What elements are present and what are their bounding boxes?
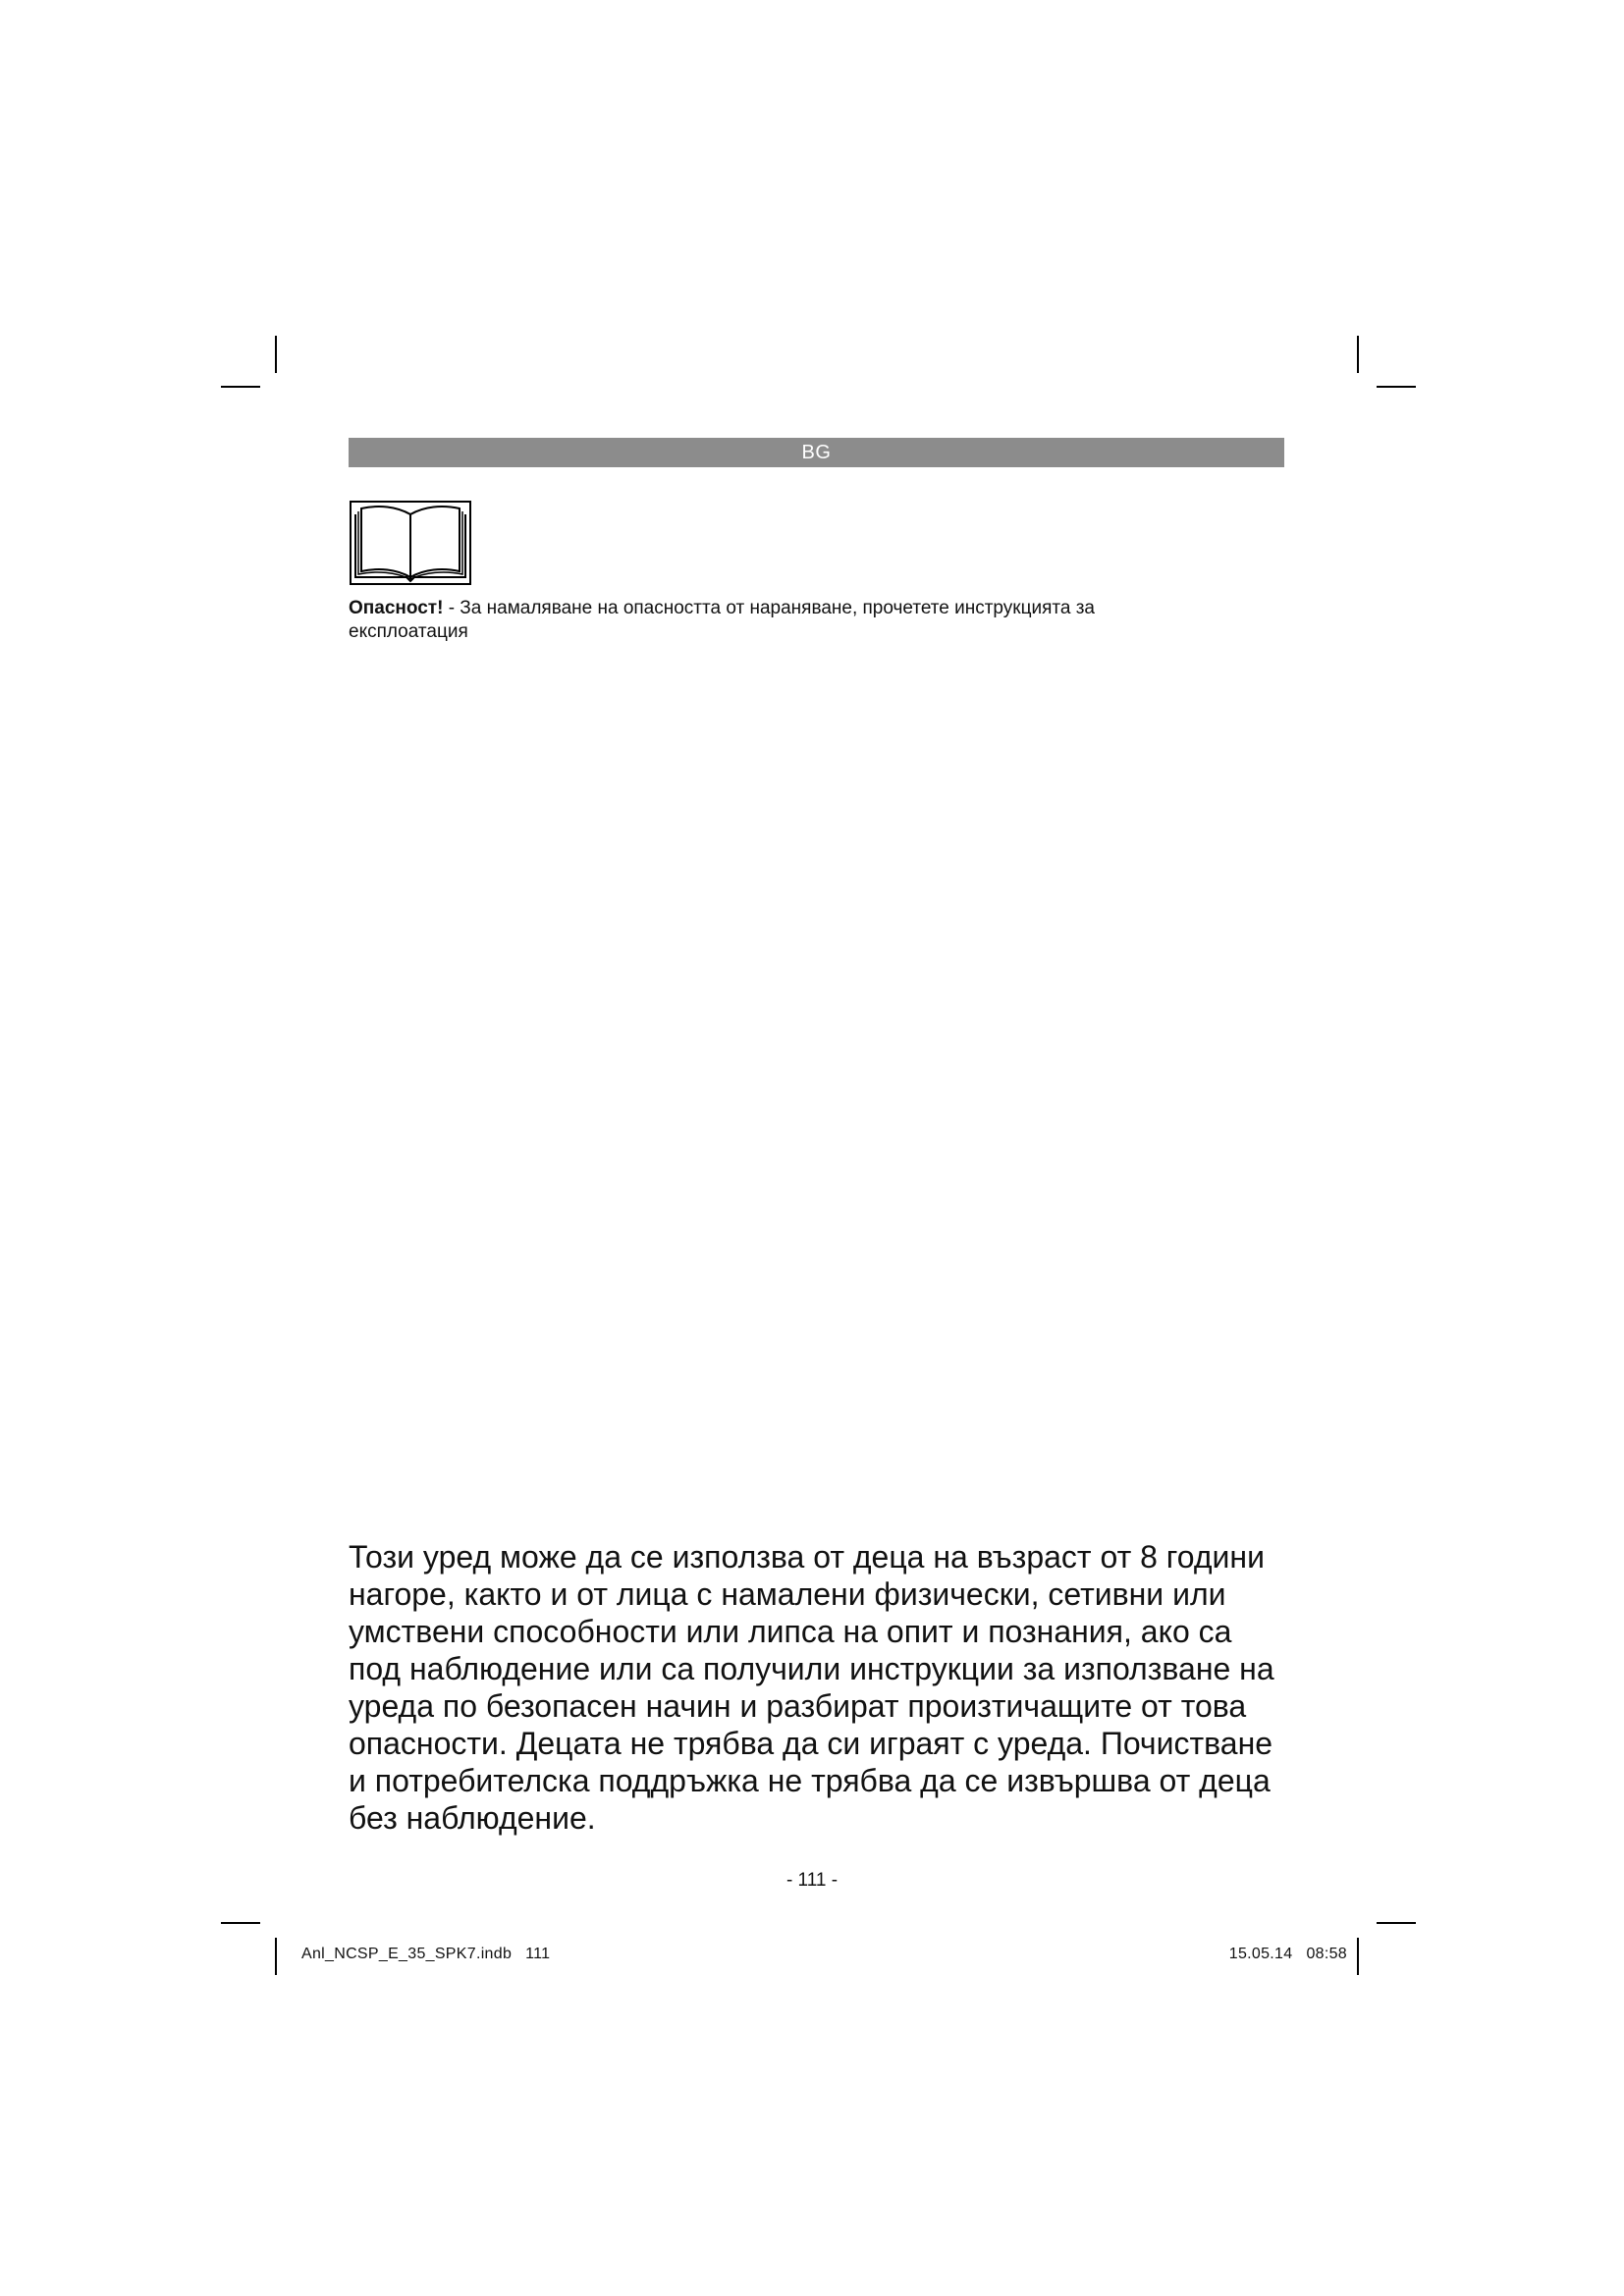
crop-mark-bottom-right-vertical [1357, 1938, 1359, 1975]
notice-line: умствени способности или липса на опит и познания, ако са [349, 1614, 1232, 1649]
print-slug-file [301, 1946, 550, 1963]
safety-notice-paragraph [349, 1538, 1291, 1837]
print-time: 08:58 [1306, 1946, 1347, 1962]
print-slug-timestamp [1229, 1946, 1347, 1963]
warning-line-2: експлоатация [349, 621, 468, 642]
warning-text [349, 597, 1232, 644]
notice-line: Този уред може да се използва от деца на възраст от 8 години [349, 1539, 1265, 1575]
crop-mark-top-left-vertical [275, 336, 277, 373]
crop-mark-bottom-left-horizontal [221, 1922, 260, 1924]
print-date: 15.05.14 [1228, 1946, 1293, 1962]
warning-line-1: - За намаляване на опасността от нараняване, прочетете инструкцията за [443, 598, 1095, 618]
notice-line: уреда по безопасен начин и разбират произтичащите от това [349, 1688, 1247, 1724]
crop-mark-top-right-vertical [1357, 336, 1359, 373]
file-name: Anl_NCSP_E_35_SPK7.indb [301, 1946, 513, 1962]
language-code: BG [801, 442, 832, 463]
notice-line: опасности. Децата не трябва да си играят с уреда. Почистване [349, 1726, 1273, 1761]
crop-mark-top-left-horizontal [221, 386, 260, 388]
page-number: - 111 - [785, 1870, 839, 1891]
notice-line: под наблюдение или са получили инструкции за използване на [349, 1651, 1274, 1686]
language-header-bar [349, 438, 1284, 467]
crop-mark-bottom-right-horizontal [1377, 1922, 1416, 1924]
warning-label: Опасност! [349, 598, 444, 618]
crop-mark-bottom-left-vertical [275, 1938, 277, 1975]
file-page: 111 [525, 1946, 551, 1962]
notice-line: без наблюдение. [349, 1800, 596, 1836]
crop-mark-top-right-horizontal [1377, 386, 1416, 388]
open-book-icon [350, 501, 471, 585]
notice-line: и потребителска поддръжка не трябва да се извършва от деца [349, 1763, 1271, 1798]
notice-line: нагоре, както и от лица с намалени физически, сетивни или [349, 1576, 1226, 1612]
